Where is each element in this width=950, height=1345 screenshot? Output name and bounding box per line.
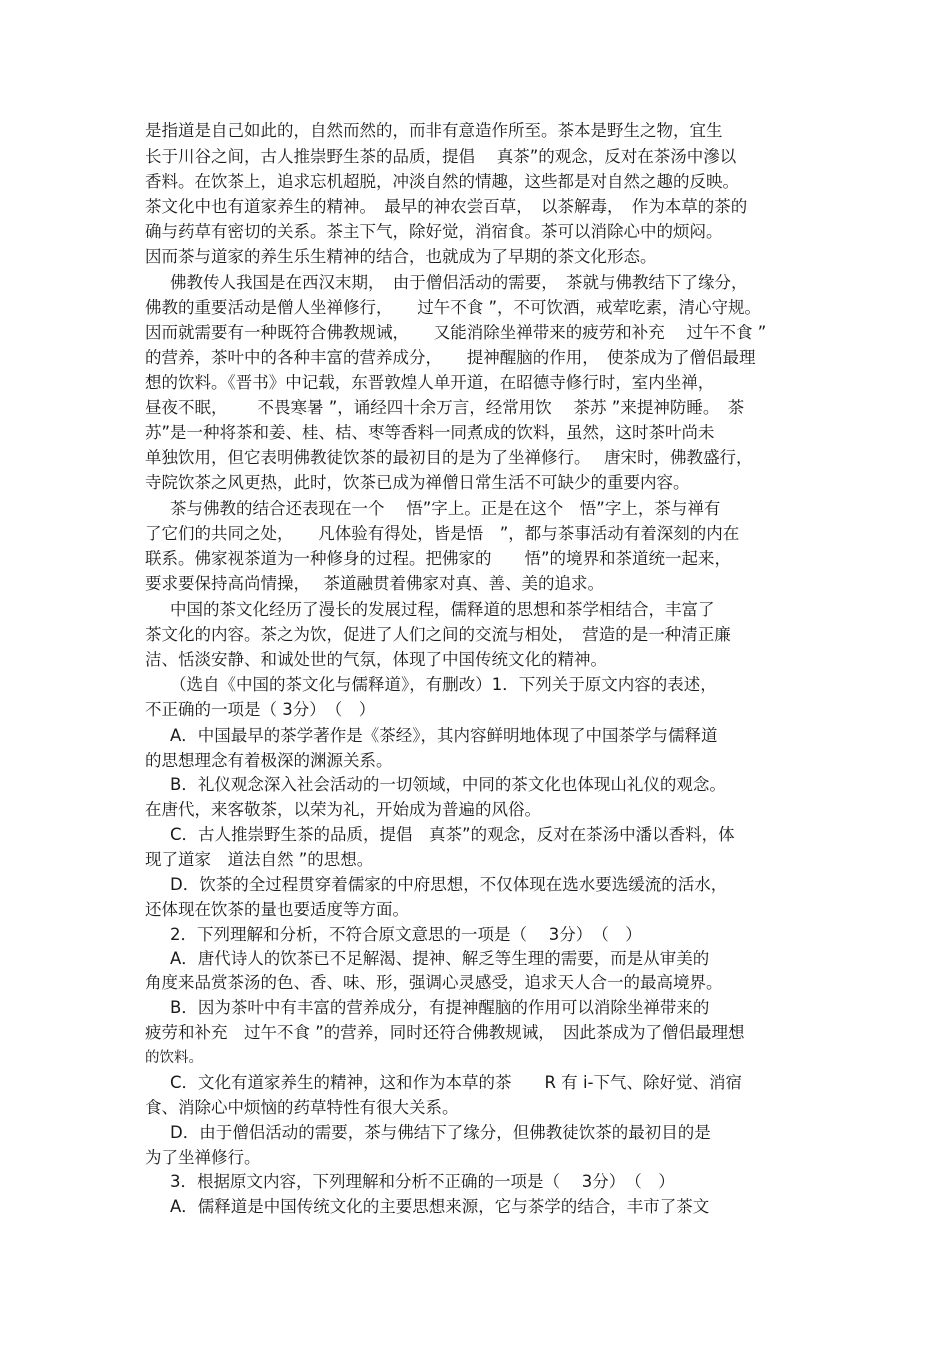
text-line: 2．下列理解和分析，不符合原文意思的一项是（ 3分） （ ） xyxy=(170,925,642,944)
text-line: A．唐代诗人的饮茶已不足解渴、提神、解乏等生理的需要，而是从审美的 xyxy=(170,949,710,968)
text-line: 中国的茶文化经历了漫长的发展过程，儒释道的思想和茶学相结合，丰富了 xyxy=(170,600,715,619)
text-line: B．因为茶叶中有丰富的营养成分，有提神醒脑的作用可以消除坐禅带来的 xyxy=(170,998,710,1017)
text-line: A．儒释道是中国传统文化的主要思想来源，它与茶学的结合，丰市了茶文 xyxy=(170,1197,710,1216)
text-line: 在唐代，来客敬茶，以荣为礼，开始成为普遍的风俗。 xyxy=(145,800,541,819)
text-line: 香料。在饮茶上，追求忘机超脱，冲淡自然的情趣，这些都是对自然之趣的反映。 xyxy=(145,172,739,191)
text-line: 单独饮用，但它表明佛教徒饮茶的最初目的是为了坐禅修行。 唐宋时，佛教盛行， xyxy=(145,448,753,467)
text-line: 角度来品赏茶汤的色、香、味、形，强调心灵感受，追求天人合一的最高境界。 xyxy=(145,973,723,992)
text-line: 要求要保持高尚情操， 茶道融贯着佛家对真、善、美的追求。 xyxy=(145,574,604,593)
text-line: （选自《中国的茶文化与儒释道》，有删改）1．下列关于原文内容的表述， xyxy=(170,675,717,694)
text-line: 昼夜不眠， 不畏寒暑 ”，诵经四十余万言，经常用饮 茶苏 ”来提神防睡。 茶 xyxy=(145,398,745,417)
text-line: A．中国最早的茶学著作是《茶经》，其内容鲜明地体现了中国茶学与儒释道 xyxy=(170,726,718,745)
text-line: D．由于僧侣活动的需要，茶与佛结下了缘分，但佛教徒饮茶的最初目的是 xyxy=(170,1123,711,1142)
text-line: 因而茶与道家的养生乐生精神的结合，也就成为了早期的茶文化形态。 xyxy=(145,247,657,266)
text-line: 的饮料。 xyxy=(145,1050,203,1066)
text-line: 还体现在饮茶的量也要适度等方面。 xyxy=(145,900,409,919)
text-line: 长于川谷之间，古人推崇野生茶的品质，提倡 真茶”的观念，反对在茶汤中滲以 xyxy=(145,147,737,166)
text-line: C．文化有道家养生的精神，这和作为本草的茶 R 有 i-下气、除好觉、消宿 xyxy=(170,1073,743,1092)
text-line: D．饮茶的全过程贯穿着儒家的中府思想，不仅体现在选水要选缓流的活水， xyxy=(170,875,728,894)
text-line: 茶与佛教的结合还表现在一个 悟”字上。正是在这个 悟”字上，茶与禅有 xyxy=(170,499,721,518)
text-line: 想的饮料。《晋书》中记载，东晋敦煌人单开道，在昭德寺修行时，室内坐禅， xyxy=(145,373,715,392)
text-line: 了它们的共同之处， 凡体验有得处，皆是悟 ”，都与茶事活动有着深刻的内在 xyxy=(145,524,740,543)
text-line: B．礼仪观念深入社会活动的一切领域，中同的茶文化也体现山礼仪的观念。 xyxy=(170,775,726,794)
text-line: 茶文化的内容。茶之为饮，促进了人们之间的交流与相处， 营造的是一种清正廉 xyxy=(145,625,731,644)
text-line: 的营养，茶叶中的各种丰富的营养成分， 提神醒脑的作用， 使茶成为了僧侣最理 xyxy=(145,348,756,367)
text-line: C．古人推崇野生茶的品质，提倡 真茶”的观念，反对在茶汤中潘以香料，体 xyxy=(170,825,735,844)
text-line: 联系。佛家视茶道为一种修身的过程。把佛家的 悟”的境界和茶道统一起来， xyxy=(145,549,732,568)
text-line: 不正确的一项是（ 3分） （ ） xyxy=(145,700,376,719)
text-line: 是指道是自己如此的，自然而然的，而非有意造作所至。茶本是野生之物，宜生 xyxy=(145,121,723,140)
text-line: 佛教的重要活动是僧人坐禅修行， 过午不食 ”，不可饮酒，戒荤吃素，清心守规。 xyxy=(145,298,762,317)
text-line: 3．根据原文内容，下列理解和分析不正确的一项是（ 3分） （ ） xyxy=(170,1172,675,1191)
text-line: 疲劳和补充 过午不食 ”的营养，同时还符合佛教规诫， 因此茶成为了僧侣最理想 xyxy=(145,1023,745,1042)
text-line: 寺院饮茶之风更热，此时，饮茶已成为禅僧日常生活不可缺少的重要内容。 xyxy=(145,473,690,492)
text-line: 现了道家 道法自然 ”的思想。 xyxy=(145,850,374,869)
text-line: 茶文化中也有道家养生的精神。 最早的神农尝百草， 以茶解毒， 作为本草的茶的 xyxy=(145,197,748,216)
text-line: 佛教传人我国是在西汉末期， 由于僧侣活动的需要， 茶就与佛教结下了缘分， xyxy=(170,273,748,292)
text-line: 洁、恬淡安静、和诚处世的气氛，体现了中国传统文化的精神。 xyxy=(145,650,607,669)
text-line: 确与药草有密切的关系。茶主下气，除好觉，消宿食。茶可以消除心中的烦闷。 xyxy=(145,222,723,241)
text-line: 为了坐禅修行。 xyxy=(145,1148,261,1167)
text-line: 的思想理念有着极深的渊源关系。 xyxy=(145,751,393,770)
text-line: 苏”是一种将茶和姜、桂、桔、枣等香料一同煮成的饮料，虽然，这时茶叶尚未 xyxy=(145,423,715,442)
text-line: 因而就需要有一种既符合佛教规诫， 又能消除坐禅带来的疲劳和补充 过午不食 ” xyxy=(145,323,767,342)
text-line: 食、消除心中烦恼的药草特性有很大关系。 xyxy=(145,1098,459,1117)
